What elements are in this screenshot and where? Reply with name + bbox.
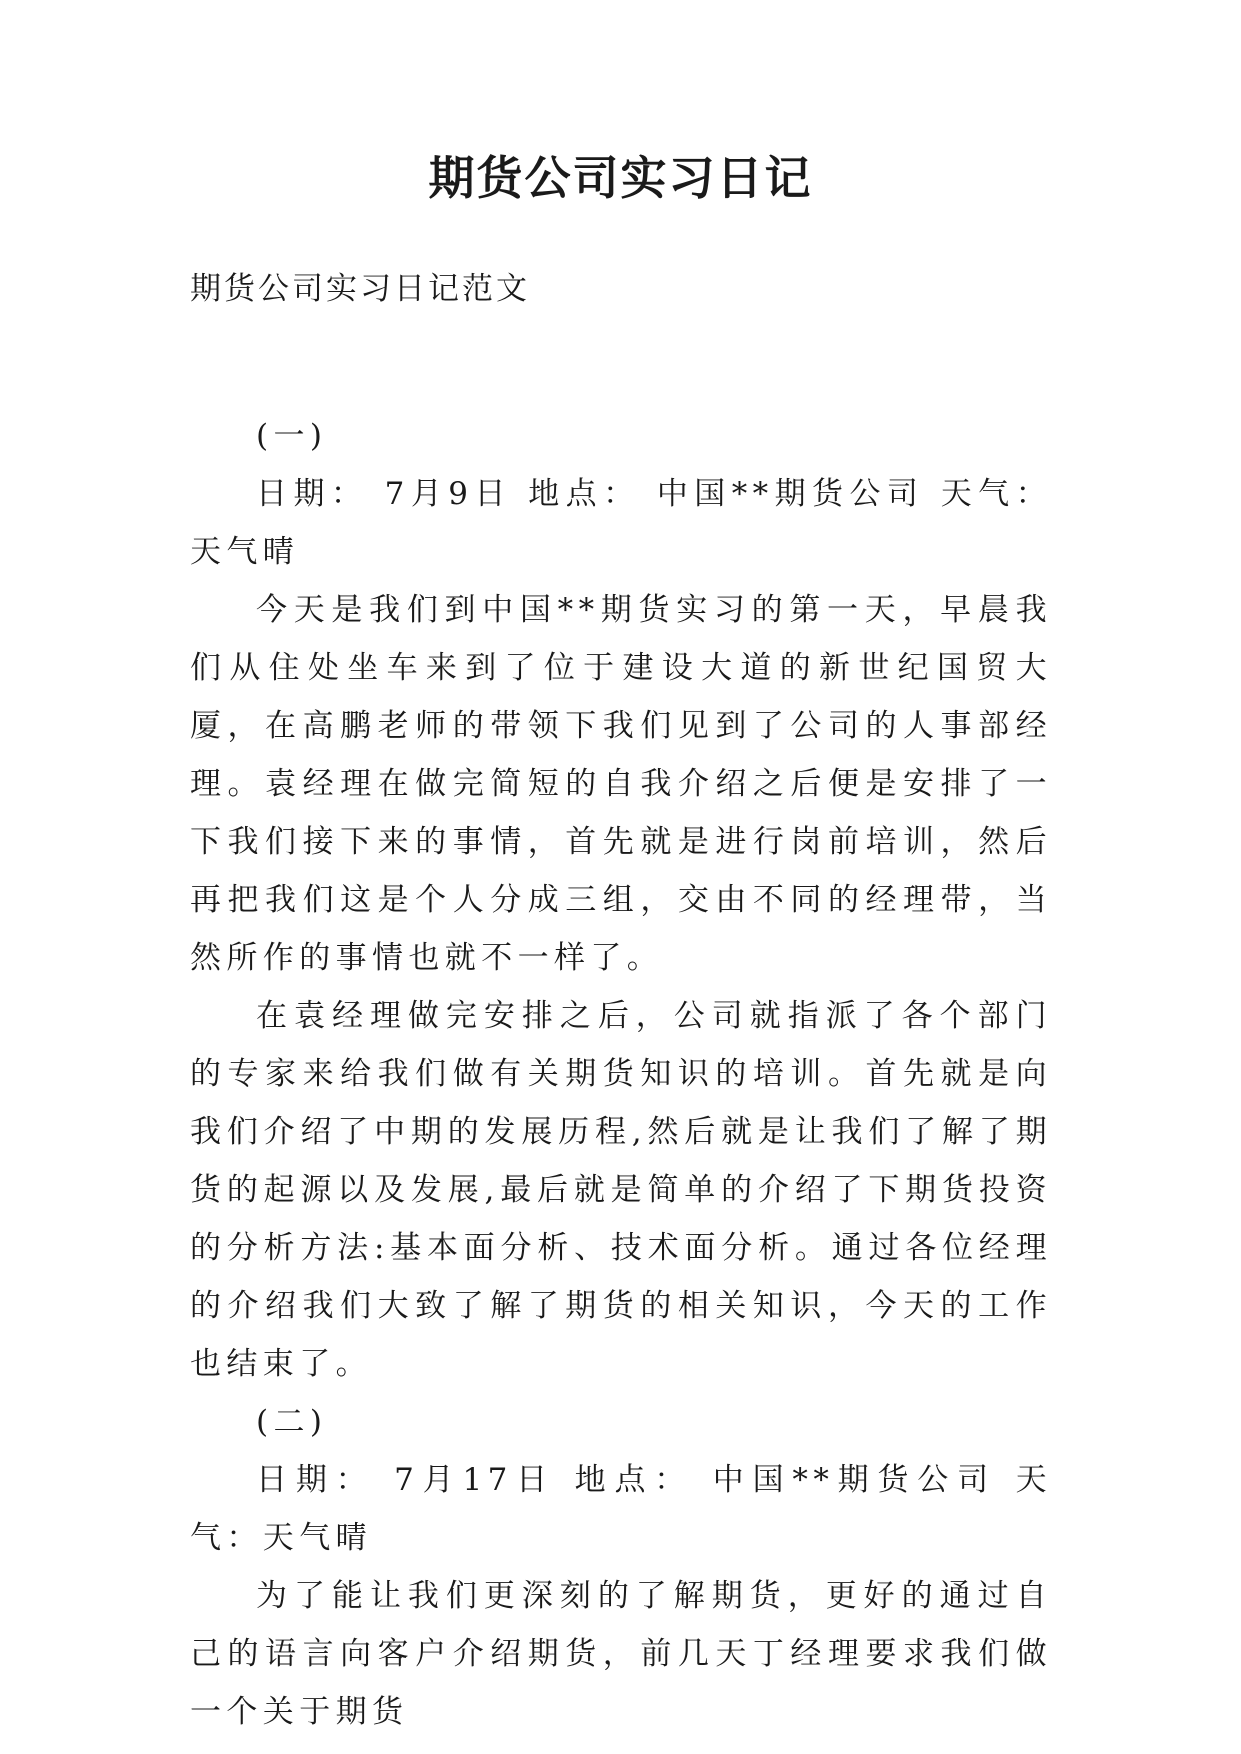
document-body bbox=[190, 407, 1052, 1741]
entry-info-line: 日期： 7月17日 地点： 中国**期货公司 天气：天气晴 bbox=[190, 1462, 1052, 1556]
entry-info-line: 日期： 7月9日 地点： 中国**期货公司 天气：天气晴 bbox=[190, 476, 1052, 570]
body-paragraph: 今天是我们到中国**期货实习的第一天，早晨我们从住处坐车来到了位于建设大道的新世纪国贸大厦，在高鹏老师的带领下我们见到了公司的人事部经理。袁经理在做完简短的自我介绍之后便是安排了一下我们接下来的事情，首先就是进行岗前培训，然后再把我们这是个人分成三组，交由不同的经理带，当然所作的事情也就不一样了。 bbox=[190, 592, 1052, 976]
section-heading: (二) bbox=[256, 1404, 328, 1440]
body-paragraph: 在袁经理做完安排之后，公司就指派了各个部门的专家来给我们做有关期货知识的培训。首先就是向我们介绍了中期的发展历程,然后就是让我们了解了期货的起源以及发展,最后就是简单的介绍了下期货投资的分析方法:基本面分析、技术面分析。通过各位经理的介绍我们大致了解了期货的相关知识，今天的工作也结束了。 bbox=[190, 998, 1052, 1382]
section-heading: (一) bbox=[256, 418, 328, 454]
document-subtitle: 期货公司实习日记范文 bbox=[190, 271, 530, 307]
document-title: 期货公司实习日记 bbox=[428, 151, 813, 205]
body-paragraph: 为了能让我们更深刻的了解期货，更好的通过自己的语言向客户介绍期货，前几天丁经理要求我们做一个关于期货 bbox=[190, 1578, 1052, 1730]
